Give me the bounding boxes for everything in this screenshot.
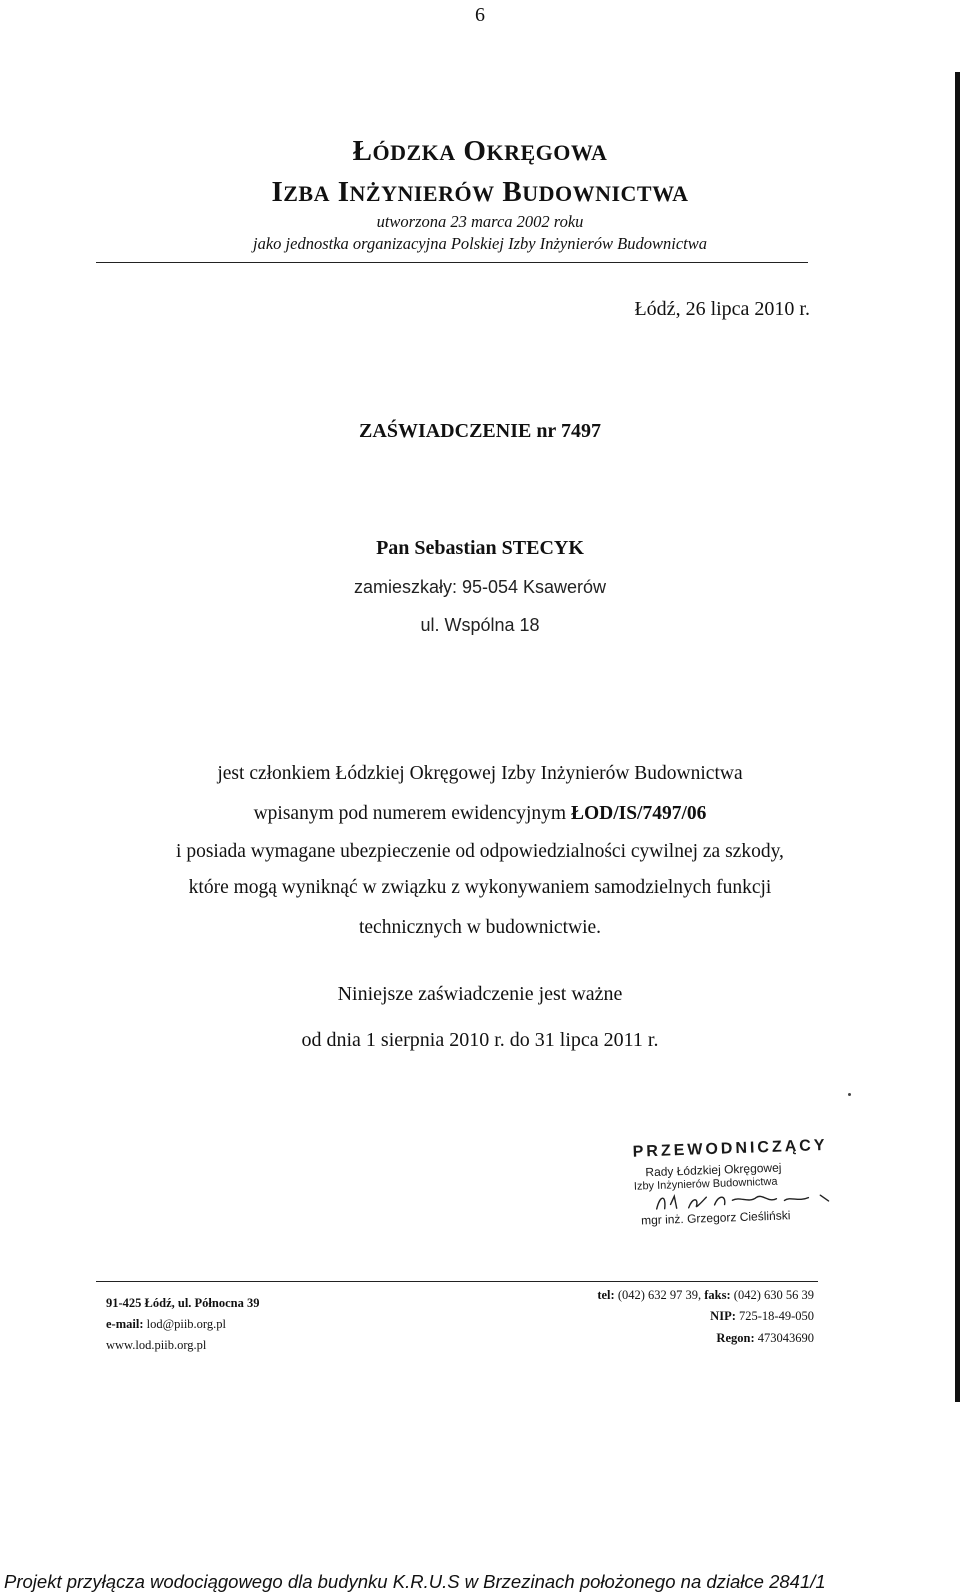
tel-value: (042) 632 97 39, xyxy=(617,1288,702,1302)
org-name-part: ÓDZKA xyxy=(372,140,456,165)
footer-email xyxy=(106,1317,226,1332)
page-caption: Projekt przyłącza wodociągowego dla budynku K.R.U.S w Brzezinach położonego na działce 2841/1 xyxy=(4,1571,826,1592)
footer-divider xyxy=(96,1281,818,1282)
regon-value: 473043690 xyxy=(757,1331,814,1345)
nip-value: 725-18-49-050 xyxy=(739,1309,814,1323)
org-name-part: KRĘGOWA xyxy=(486,140,608,165)
header-divider xyxy=(96,262,808,263)
organization-name-line-2 xyxy=(0,176,960,209)
organization-name-line-1 xyxy=(0,135,960,168)
registration-prefix: wpisanym pod numerem ewidencyjnym xyxy=(253,803,571,824)
fax-value: (042) 630 56 39 xyxy=(733,1288,814,1302)
stamp-line-1: Rady Łódzkiej Okręgowej xyxy=(645,1160,782,1180)
registration-number: ŁOD/IS/7497/06 xyxy=(570,803,707,824)
org-name-part: UDOWNICTWA xyxy=(522,181,689,206)
org-name-initial: Ł xyxy=(352,135,373,167)
footer-nip xyxy=(710,1309,814,1324)
organization-subtitle-2: jako jednostka organizacyjna Polskiej Izby Inżynierów Budownictwa xyxy=(253,234,707,253)
org-name-part: ZBA xyxy=(283,181,330,206)
email-value: lod@piib.org.pl xyxy=(146,1317,226,1331)
org-name-part: NŻYNIERÓW xyxy=(349,181,495,206)
footer-phone-fax xyxy=(597,1288,814,1303)
holder-name: Pan Sebastian STECYK xyxy=(376,537,584,559)
tel-label: tel: xyxy=(597,1288,615,1302)
holder-address-line-1: zamieszkały: 95-054 Ksawerów xyxy=(353,577,607,597)
nip-label: NIP: xyxy=(710,1309,736,1323)
stamp-title: PRZEWODNICZĄCY xyxy=(632,1136,828,1161)
org-name-initial: I xyxy=(271,176,284,208)
certificate-title: ZAŚWIADCZENIE nr 7497 xyxy=(359,420,601,442)
stamp-line-3: mgr inż. Grzegorz Cieśliński xyxy=(640,1208,791,1228)
fax-label: faks: xyxy=(704,1288,731,1302)
document-date: Łódź, 26 lipca 2010 r. xyxy=(634,298,810,320)
page-number: 6 xyxy=(475,4,485,26)
footer-regon xyxy=(716,1331,814,1346)
certificate-body-line-4: które mogą wyniknąć w związku z wykonywaniem samodzielnych funkcji xyxy=(188,877,772,898)
stray-mark xyxy=(848,1093,851,1096)
stamp-line-2: Izby Inżynierów Budownictwa xyxy=(633,1175,778,1193)
org-name-initial: I xyxy=(337,176,350,208)
org-name-initial: B xyxy=(502,176,523,208)
validity-line-1: Niniejsze zaświadczenie jest ważne xyxy=(337,983,623,1005)
certificate-body-line-5: technicznych w budownictwie. xyxy=(358,917,602,938)
validity-line-2: od dnia 1 sierpnia 2010 r. do 31 lipca 2011 r. xyxy=(301,1029,659,1051)
certificate-body-line-1: jest członkiem Łódzkiej Okręgowej Izby Inżynierów Budownictwa xyxy=(217,763,743,784)
regon-label: Regon: xyxy=(716,1331,755,1345)
org-name-initial: O xyxy=(463,135,487,167)
email-label: e-mail: xyxy=(106,1317,144,1331)
official-stamp xyxy=(628,1136,851,1239)
holder-address-line-2: ul. Wspólna 18 xyxy=(420,615,540,635)
scan-edge-line xyxy=(955,72,960,1402)
footer-website: www.lod.piib.org.pl xyxy=(106,1338,207,1352)
footer-address: 91-425 Łódź, ul. Północna 39 xyxy=(106,1296,260,1310)
certificate-body-line-2 xyxy=(0,803,960,825)
certificate-body-line-3: i posiada wymagane ubezpieczenie od odpowiedzialności cywilnej za szkody, xyxy=(176,841,784,862)
organization-subtitle-1: utworzona 23 marca 2002 roku xyxy=(376,212,584,231)
